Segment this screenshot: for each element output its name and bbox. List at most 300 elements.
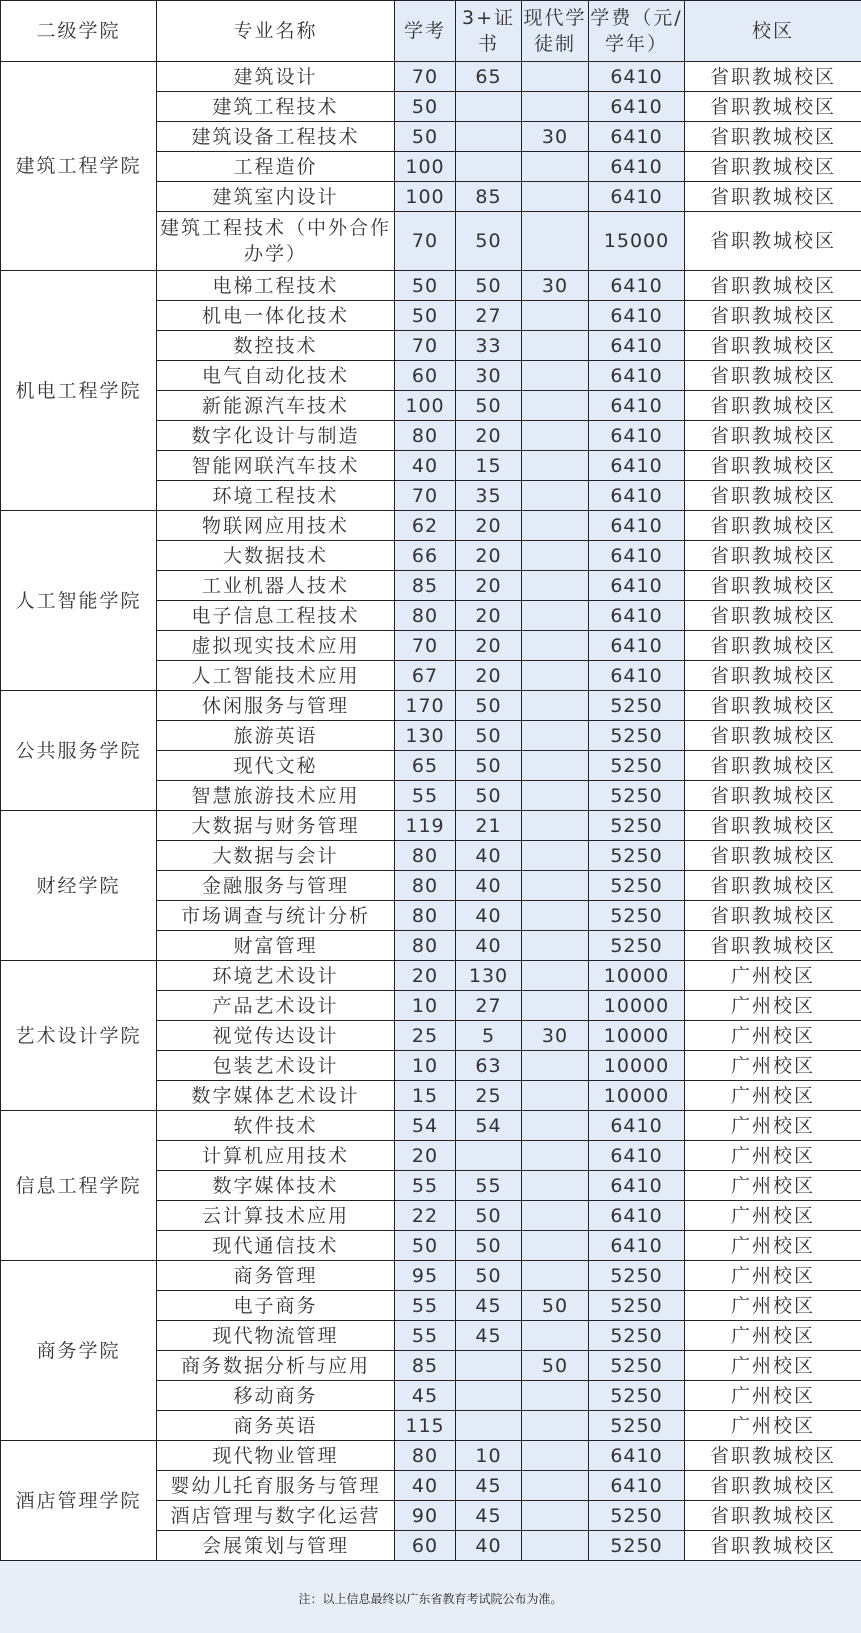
cert-cell: 50 [456,751,522,781]
major-cell: 现代通信技术 [157,1231,395,1261]
xuekao-cell: 70 [395,212,456,271]
xuekao-cell: 100 [395,152,456,182]
fee-cell: 6410 [589,271,685,301]
major-cell: 人工智能技术应用 [157,661,395,691]
xuekao-cell: 85 [395,571,456,601]
header-xuekao: 学考 [395,1,456,62]
apprentice-cell [522,991,589,1021]
campus-cell: 省职教城校区 [685,212,861,271]
fee-cell: 10000 [589,1021,685,1051]
xuekao-cell: 80 [395,931,456,961]
campus-cell: 广州校区 [685,1051,861,1081]
apprentice-cell [522,1471,589,1501]
cert-cell: 35 [456,481,522,511]
xuekao-cell: 10 [395,991,456,1021]
xuekao-cell: 67 [395,661,456,691]
college-cell: 机电工程学院 [1,271,157,511]
fee-cell: 6410 [589,601,685,631]
fee-cell: 5250 [589,1261,685,1291]
xuekao-cell: 10 [395,1051,456,1081]
major-cell: 智能网联汽车技术 [157,451,395,481]
college-cell: 信息工程学院 [1,1111,157,1261]
campus-cell: 省职教城校区 [685,571,861,601]
header-college: 二级学院 [1,1,157,62]
fee-cell: 10000 [589,961,685,991]
fee-cell: 5250 [589,751,685,781]
cert-cell: 85 [456,182,522,212]
apprentice-cell: 50 [522,1351,589,1381]
major-cell: 财富管理 [157,931,395,961]
cert-cell [456,92,522,122]
cert-cell: 10 [456,1441,522,1471]
fee-cell: 5250 [589,1351,685,1381]
xuekao-cell: 20 [395,1141,456,1171]
campus-cell: 省职教城校区 [685,1531,861,1561]
table-row [1,1441,861,1471]
cert-cell [456,1381,522,1411]
xuekao-cell: 65 [395,751,456,781]
college-cell: 商务学院 [1,1261,157,1441]
apprentice-cell: 50 [522,1291,589,1321]
major-cell: 数控技术 [157,331,395,361]
major-cell: 商务英语 [157,1411,395,1441]
fee-cell: 6410 [589,481,685,511]
cert-cell: 50 [456,1201,522,1231]
header-cert: 3+证书 [456,1,522,62]
major-cell: 电气自动化技术 [157,361,395,391]
xuekao-cell: 55 [395,1291,456,1321]
cert-cell: 50 [456,1231,522,1261]
apprentice-cell [522,691,589,721]
apprentice-cell [522,781,589,811]
campus-cell: 广州校区 [685,1111,861,1141]
cert-cell: 50 [456,212,522,271]
header-apprentice: 现代学徒制 [522,1,589,62]
footnote: 注：以上信息最终以广东省教育考试院公布为准。 [298,1592,563,1606]
campus-cell: 省职教城校区 [685,62,861,92]
table-row [1,511,861,541]
xuekao-cell: 80 [395,841,456,871]
apprentice-cell [522,841,589,871]
campus-cell: 省职教城校区 [685,901,861,931]
xuekao-cell: 15 [395,1081,456,1111]
xuekao-cell: 45 [395,1381,456,1411]
xuekao-cell: 55 [395,781,456,811]
campus-cell: 省职教城校区 [685,1501,861,1531]
xuekao-cell: 70 [395,331,456,361]
apprentice-cell [522,421,589,451]
major-cell: 大数据与财务管理 [157,811,395,841]
major-cell: 电子信息工程技术 [157,601,395,631]
cert-cell: 5 [456,1021,522,1051]
major-cell: 电梯工程技术 [157,271,395,301]
major-cell: 机电一体化技术 [157,301,395,331]
major-cell: 产品艺术设计 [157,991,395,1021]
apprentice-cell [522,961,589,991]
fee-cell: 6410 [589,152,685,182]
campus-cell: 广州校区 [685,1141,861,1171]
major-cell: 环境工程技术 [157,481,395,511]
cert-cell: 50 [456,1261,522,1291]
fee-cell: 5250 [589,1411,685,1441]
apprentice-cell [522,1081,589,1111]
campus-cell: 省职教城校区 [685,721,861,751]
xuekao-cell: 54 [395,1111,456,1141]
college-cell: 艺术设计学院 [1,961,157,1111]
header-major: 专业名称 [157,1,395,62]
campus-cell: 广州校区 [685,1171,861,1201]
header-fee: 学费（元/学年） [589,1,685,62]
apprentice-cell [522,541,589,571]
apprentice-cell [522,451,589,481]
major-cell: 大数据技术 [157,541,395,571]
xuekao-cell: 100 [395,182,456,212]
fee-cell: 6410 [589,301,685,331]
fee-cell: 6410 [589,631,685,661]
campus-cell: 广州校区 [685,1351,861,1381]
campus-cell: 广州校区 [685,1291,861,1321]
apprentice-cell [522,331,589,361]
table-row [1,1111,861,1141]
apprentice-cell [522,152,589,182]
major-cell: 建筑工程技术（中外合作办学） [157,212,395,271]
header-campus: 校区 [685,1,861,62]
fee-cell: 10000 [589,991,685,1021]
apprentice-cell [522,571,589,601]
campus-cell: 省职教城校区 [685,841,861,871]
table-row [1,691,861,721]
major-cell: 新能源汽车技术 [157,391,395,421]
apprentice-cell [522,361,589,391]
campus-cell: 省职教城校区 [685,661,861,691]
cert-cell: 20 [456,661,522,691]
cert-cell: 20 [456,601,522,631]
cert-cell: 54 [456,1111,522,1141]
major-cell: 休闲服务与管理 [157,691,395,721]
college-cell: 财经学院 [1,811,157,961]
fee-cell: 5250 [589,781,685,811]
fee-cell: 6410 [589,331,685,361]
cert-cell: 65 [456,62,522,92]
cert-cell: 20 [456,631,522,661]
campus-cell: 省职教城校区 [685,1441,861,1471]
xuekao-cell: 50 [395,1231,456,1261]
xuekao-cell: 62 [395,511,456,541]
apprentice-cell [522,1501,589,1531]
fee-cell: 5250 [589,691,685,721]
campus-cell: 省职教城校区 [685,331,861,361]
campus-cell: 省职教城校区 [685,691,861,721]
fee-cell: 5250 [589,841,685,871]
campus-cell: 广州校区 [685,1261,861,1291]
cert-cell: 130 [456,961,522,991]
campus-cell: 省职教城校区 [685,931,861,961]
xuekao-cell: 80 [395,601,456,631]
major-cell: 商务管理 [157,1261,395,1291]
major-cell: 包装艺术设计 [157,1051,395,1081]
xuekao-cell: 170 [395,691,456,721]
cert-cell [456,152,522,182]
apprentice-cell [522,1201,589,1231]
xuekao-cell: 115 [395,1411,456,1441]
college-cell: 公共服务学院 [1,691,157,811]
major-cell: 金融服务与管理 [157,871,395,901]
table-header-row [1,1,861,62]
apprentice-cell [522,1141,589,1171]
xuekao-cell: 22 [395,1201,456,1231]
campus-cell: 省职教城校区 [685,631,861,661]
apprentice-cell [522,871,589,901]
fee-cell: 10000 [589,1051,685,1081]
xuekao-cell: 66 [395,541,456,571]
major-cell: 大数据与会计 [157,841,395,871]
campus-cell: 省职教城校区 [685,541,861,571]
cert-cell: 40 [456,931,522,961]
apprentice-cell [522,1411,589,1441]
apprentice-cell [522,931,589,961]
fee-cell: 6410 [589,122,685,152]
cert-cell: 45 [456,1321,522,1351]
apprentice-cell [522,212,589,271]
apprentice-cell [522,511,589,541]
cert-cell: 20 [456,571,522,601]
apprentice-cell: 30 [522,122,589,152]
major-cell: 酒店管理与数字化运营 [157,1501,395,1531]
major-cell: 虚拟现实技术应用 [157,631,395,661]
major-cell: 移动商务 [157,1381,395,1411]
fee-cell: 5250 [589,931,685,961]
cert-cell: 45 [456,1291,522,1321]
fee-cell: 5250 [589,721,685,751]
xuekao-cell: 80 [395,1441,456,1471]
major-cell: 工程造价 [157,152,395,182]
apprentice-cell [522,1531,589,1561]
xuekao-cell: 100 [395,391,456,421]
table-row [1,961,861,991]
major-cell: 计算机应用技术 [157,1141,395,1171]
cert-cell [456,1351,522,1381]
major-cell: 物联网应用技术 [157,511,395,541]
xuekao-cell: 90 [395,1501,456,1531]
xuekao-cell: 70 [395,631,456,661]
campus-cell: 省职教城校区 [685,511,861,541]
campus-cell: 省职教城校区 [685,152,861,182]
xuekao-cell: 60 [395,361,456,391]
major-cell: 电子商务 [157,1291,395,1321]
cert-cell: 30 [456,361,522,391]
apprentice-cell [522,182,589,212]
cert-cell: 21 [456,811,522,841]
xuekao-cell: 80 [395,901,456,931]
fee-cell: 6410 [589,1201,685,1231]
major-cell: 婴幼儿托育服务与管理 [157,1471,395,1501]
cert-cell: 20 [456,541,522,571]
college-cell: 人工智能学院 [1,511,157,691]
major-cell: 软件技术 [157,1111,395,1141]
fee-cell: 6410 [589,541,685,571]
cert-cell [456,1141,522,1171]
campus-cell: 广州校区 [685,1201,861,1231]
cert-cell [456,1411,522,1441]
campus-cell: 广州校区 [685,1081,861,1111]
table-row [1,271,861,301]
college-cell: 建筑工程学院 [1,62,157,271]
campus-cell: 广州校区 [685,1021,861,1051]
fee-cell: 6410 [589,62,685,92]
fee-cell: 6410 [589,1231,685,1261]
major-cell: 建筑室内设计 [157,182,395,212]
major-cell: 现代物业管理 [157,1441,395,1471]
xuekao-cell: 60 [395,1531,456,1561]
fee-cell: 6410 [589,1141,685,1171]
campus-cell: 广州校区 [685,1321,861,1351]
cert-cell: 50 [456,691,522,721]
apprentice-cell: 30 [522,1021,589,1051]
apprentice-cell [522,1111,589,1141]
fee-cell: 6410 [589,1441,685,1471]
xuekao-cell: 50 [395,92,456,122]
cert-cell: 45 [456,1501,522,1531]
xuekao-cell: 70 [395,481,456,511]
major-cell: 商务数据分析与应用 [157,1351,395,1381]
major-cell: 数字化设计与制造 [157,421,395,451]
apprentice-cell [522,1171,589,1201]
fee-cell: 15000 [589,212,685,271]
campus-cell: 广州校区 [685,1381,861,1411]
campus-cell: 省职教城校区 [685,271,861,301]
cert-cell: 50 [456,721,522,751]
table-row [1,1261,861,1291]
apprentice-cell [522,1441,589,1471]
xuekao-cell: 80 [395,421,456,451]
campus-cell: 省职教城校区 [685,451,861,481]
xuekao-cell: 55 [395,1321,456,1351]
campus-cell: 广州校区 [685,1411,861,1441]
major-cell: 建筑设备工程技术 [157,122,395,152]
xuekao-cell: 25 [395,1021,456,1051]
cert-cell: 40 [456,841,522,871]
xuekao-cell: 95 [395,1261,456,1291]
cert-cell: 45 [456,1471,522,1501]
campus-cell: 省职教城校区 [685,361,861,391]
fee-cell: 6410 [589,571,685,601]
apprentice-cell: 30 [522,271,589,301]
fee-cell: 5250 [589,901,685,931]
apprentice-cell [522,1381,589,1411]
apprentice-cell [522,601,589,631]
apprentice-cell [522,661,589,691]
fee-cell: 5250 [589,1321,685,1351]
major-cell: 数字媒体艺术设计 [157,1081,395,1111]
cert-cell: 25 [456,1081,522,1111]
campus-cell: 省职教城校区 [685,781,861,811]
cert-cell [456,122,522,152]
campus-cell: 广州校区 [685,991,861,1021]
major-cell: 现代文秘 [157,751,395,781]
cert-cell: 40 [456,901,522,931]
fee-cell: 5250 [589,1501,685,1531]
fee-cell: 6410 [589,421,685,451]
fee-cell: 5250 [589,1531,685,1561]
campus-cell: 省职教城校区 [685,751,861,781]
xuekao-cell: 50 [395,122,456,152]
fee-cell: 6410 [589,1171,685,1201]
fee-cell: 6410 [589,92,685,122]
xuekao-cell: 40 [395,451,456,481]
xuekao-cell: 40 [395,1471,456,1501]
fee-cell: 6410 [589,391,685,421]
cert-cell: 20 [456,421,522,451]
xuekao-cell: 20 [395,961,456,991]
campus-cell: 省职教城校区 [685,1471,861,1501]
xuekao-cell: 130 [395,721,456,751]
xuekao-cell: 85 [395,1351,456,1381]
campus-cell: 省职教城校区 [685,391,861,421]
apprentice-cell [522,811,589,841]
cert-cell: 55 [456,1171,522,1201]
cert-cell: 40 [456,1531,522,1561]
campus-cell: 省职教城校区 [685,871,861,901]
apprentice-cell [522,1231,589,1261]
apprentice-cell [522,62,589,92]
apprentice-cell [522,301,589,331]
xuekao-cell: 55 [395,1171,456,1201]
college-cell: 酒店管理学院 [1,1441,157,1561]
apprentice-cell [522,901,589,931]
table-row [1,811,861,841]
major-cell: 市场调查与统计分析 [157,901,395,931]
major-cell: 建筑设计 [157,62,395,92]
apprentice-cell [522,1051,589,1081]
campus-cell: 省职教城校区 [685,421,861,451]
fee-cell: 5250 [589,871,685,901]
campus-cell: 省职教城校区 [685,182,861,212]
major-cell: 工业机器人技术 [157,571,395,601]
fee-cell: 10000 [589,1081,685,1111]
cert-cell: 50 [456,271,522,301]
xuekao-cell: 50 [395,271,456,301]
apprentice-cell [522,391,589,421]
fee-cell: 6410 [589,451,685,481]
campus-cell: 省职教城校区 [685,811,861,841]
apprentice-cell [522,1321,589,1351]
apprentice-cell [522,751,589,781]
major-cell: 视觉传达设计 [157,1021,395,1051]
cert-cell: 27 [456,301,522,331]
fee-cell: 6410 [589,182,685,212]
fee-cell: 5250 [589,1291,685,1321]
fee-cell: 6410 [589,1111,685,1141]
major-cell: 云计算技术应用 [157,1201,395,1231]
campus-cell: 广州校区 [685,961,861,991]
cert-cell: 63 [456,1051,522,1081]
major-cell: 旅游英语 [157,721,395,751]
major-cell: 环境艺术设计 [157,961,395,991]
fee-cell: 5250 [589,1381,685,1411]
cert-cell: 27 [456,991,522,1021]
major-cell: 会展策划与管理 [157,1531,395,1561]
xuekao-cell: 80 [395,871,456,901]
campus-cell: 省职教城校区 [685,601,861,631]
cert-cell: 33 [456,331,522,361]
major-cell: 数字媒体技术 [157,1171,395,1201]
campus-cell: 省职教城校区 [685,301,861,331]
cert-cell: 15 [456,451,522,481]
apprentice-cell [522,481,589,511]
cert-cell: 40 [456,871,522,901]
xuekao-cell: 50 [395,301,456,331]
apprentice-cell [522,721,589,751]
